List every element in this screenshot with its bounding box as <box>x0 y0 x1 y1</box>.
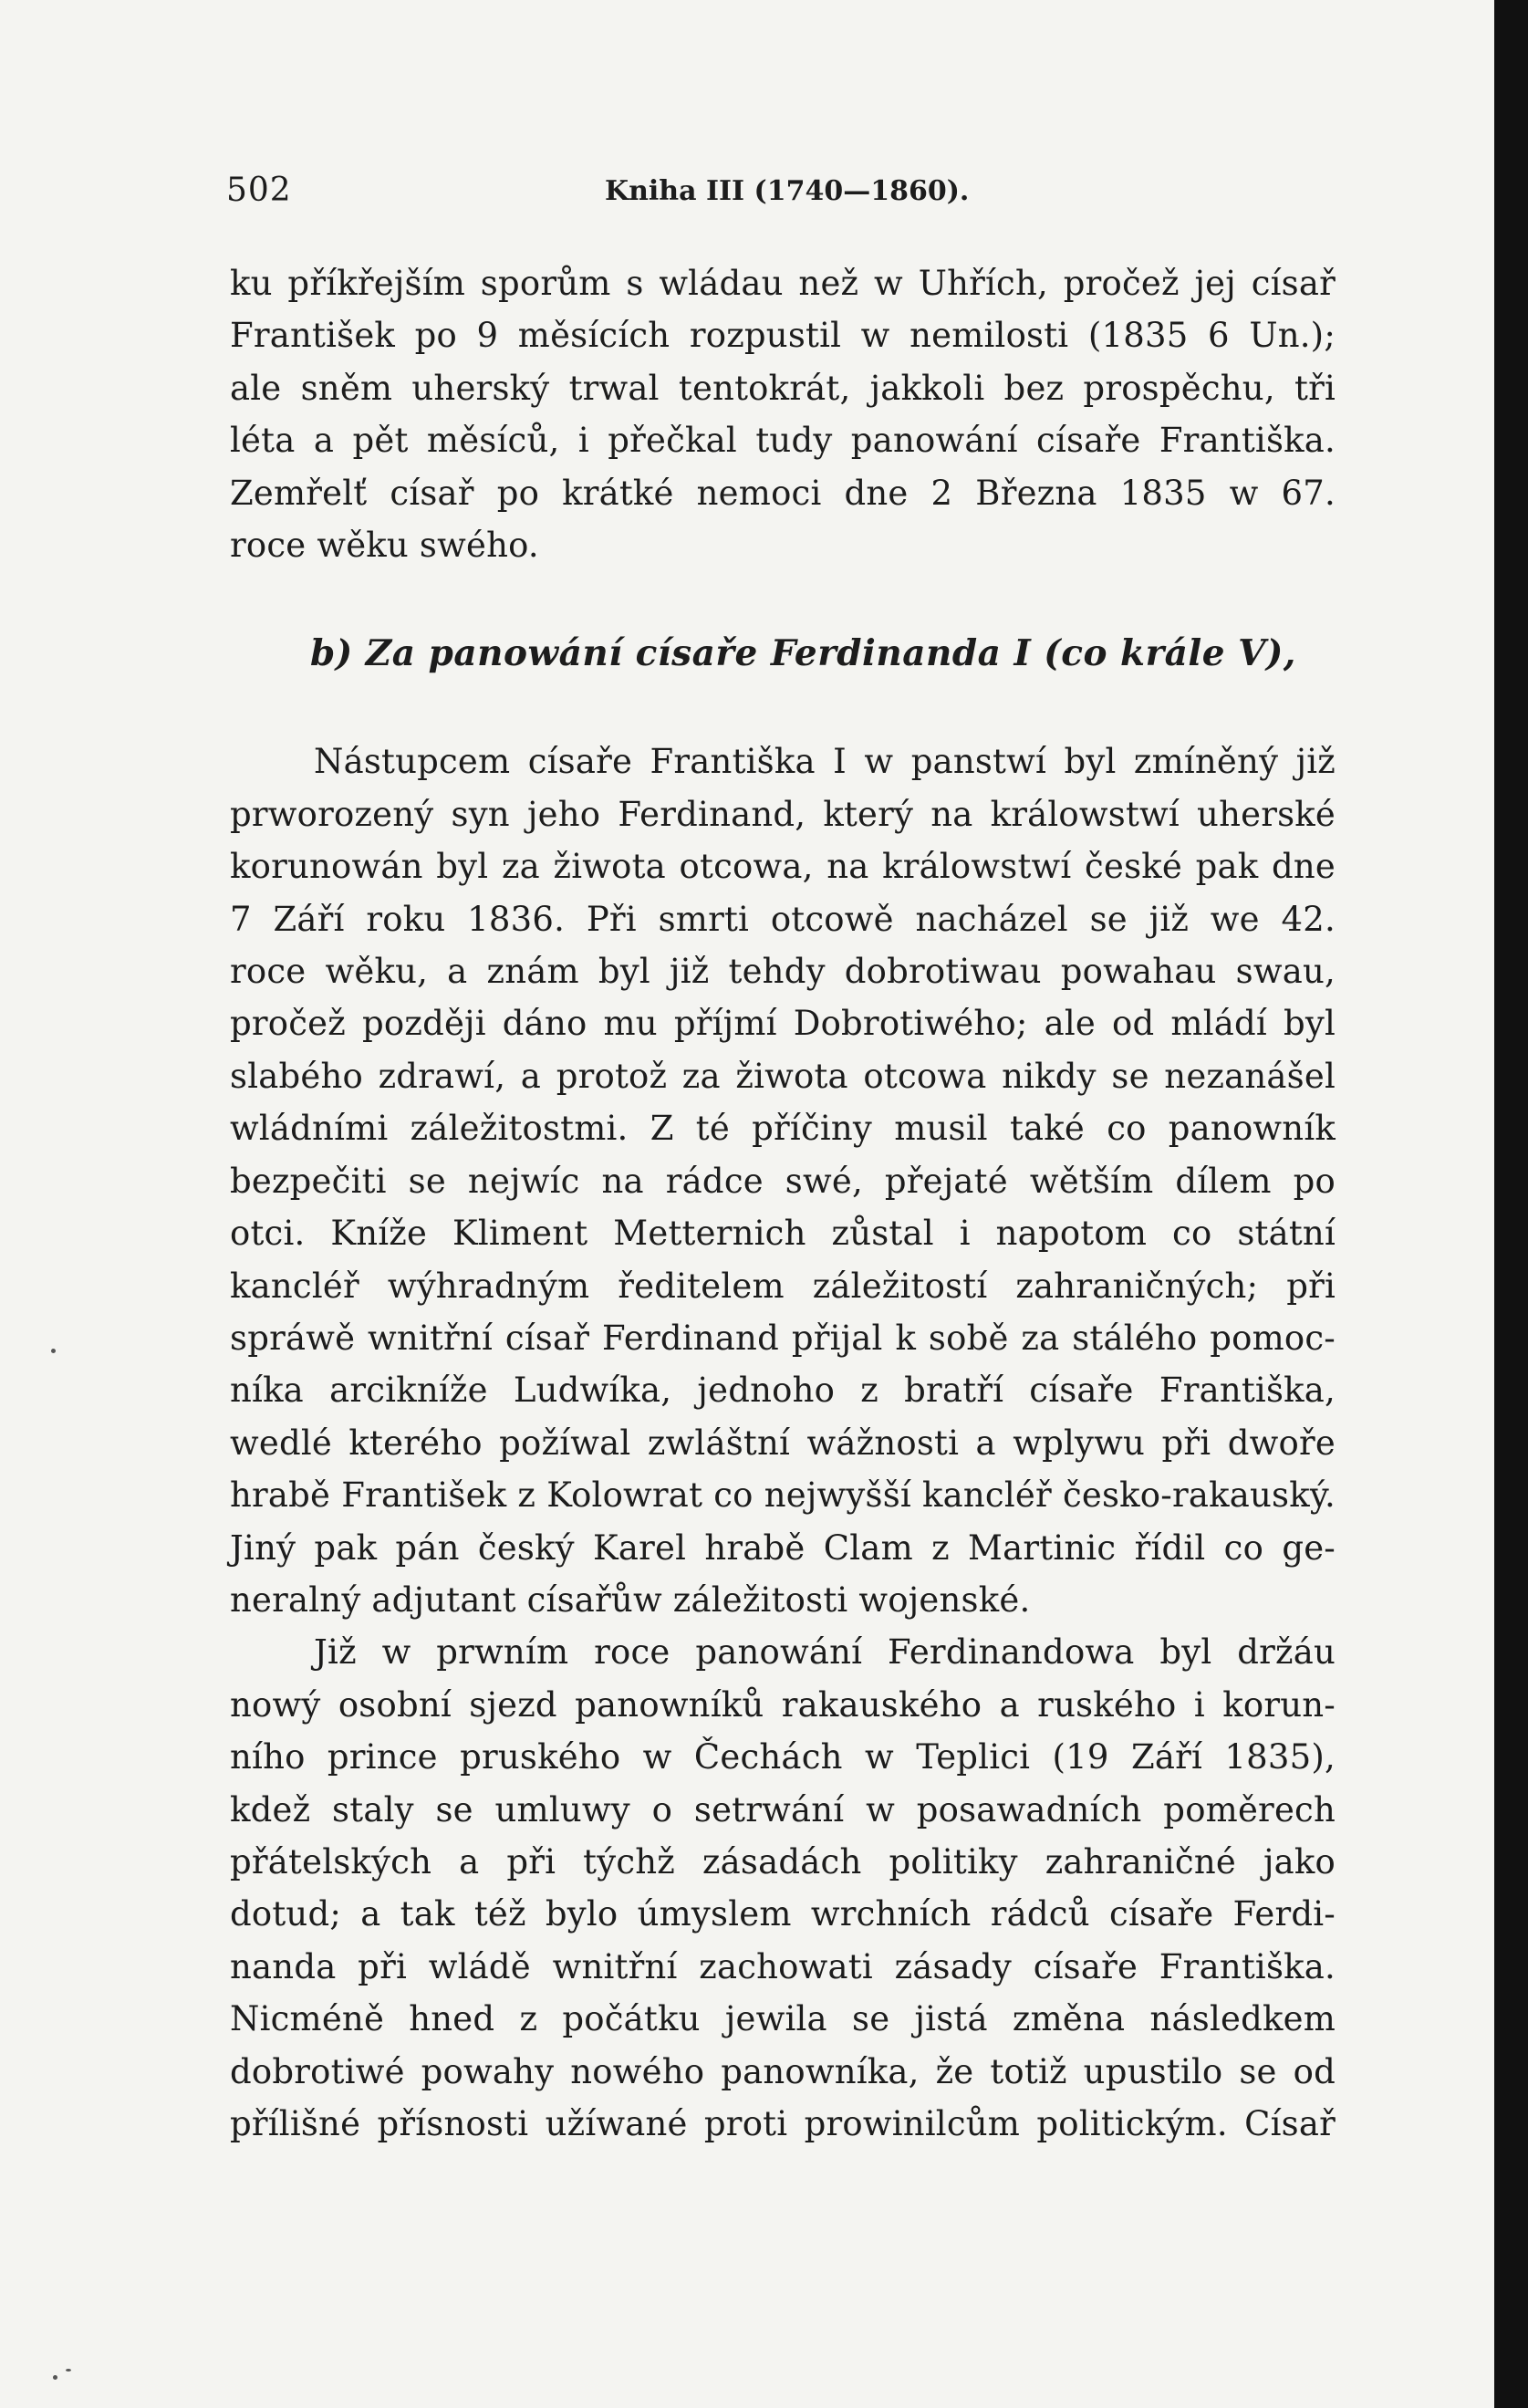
text-line: Nástupcem císaře Františka I w panstwí byl zmíněný již <box>314 742 1336 782</box>
paragraph-2 <box>230 735 1336 1626</box>
text-line: Zemřelť císař po krátké nemoci dne 2 Března 1835 w 67. <box>230 473 1336 513</box>
text-line: bezpečiti se nejwíc na rádce swé, přejaté wětším dílem po <box>230 1161 1336 1201</box>
text-line: kdež staly se umluwy o setrwání w posawadních poměrech <box>230 1789 1336 1829</box>
page-speck <box>66 2369 71 2372</box>
text-line: Již w prwním roce panowání Ferdinandowa byl držáu <box>314 1632 1336 1673</box>
section-heading: b) Za panowání císaře Ferdinanda I (co krále V), <box>310 632 1296 675</box>
body-text <box>230 257 1336 2150</box>
text-line: nowý osobní sjezd panowníků rakauského a ruského i korun- <box>230 1684 1336 1725</box>
page-speck <box>51 1349 56 1353</box>
text-line: wládními záležitostmi. Z té příčiny musil také co panowník <box>230 1109 1336 1149</box>
text-line: dobrotiwé powahy nowého panowníka, že totiž upustilo se od <box>230 2051 1336 2091</box>
page-speck <box>53 2375 57 2380</box>
running-title: Kniha III (1740—1860). <box>605 175 970 207</box>
text-line: hrabě František z Kolowrat co nejwyšší kancléř česko-rakauský. <box>230 1475 1336 1516</box>
text-line: dotud; a tak též bylo úmyslem wrchních rádců císaře Ferdi- <box>230 1894 1336 1934</box>
text-line: ale sněm uherský trwal tentokrát, jakkoli bez prospěchu, tři <box>230 368 1336 408</box>
text-line: kancléř wýhradným ředitelem záležitostí zahraničných; při <box>230 1266 1336 1306</box>
text-line: ního prince pruského w Čechách w Teplici (19 Září 1835), <box>230 1737 1336 1777</box>
text-line: wedlé kterého požíwal zwláštní wážnosti a wplywu při dwoře <box>230 1423 1336 1463</box>
text-line: slabého zdrawí, a protož za žiwota otcowa nikdy se nezanášel <box>230 1056 1336 1096</box>
text-line: neralný adjutant císařůw záležitosti wojenské. <box>230 1579 1031 1620</box>
text-line: František po 9 měsících rozpustil w nemilosti (1835 6 Un.); <box>230 316 1336 356</box>
text-line: prworozený syn jeho Ferdinand, který na králowstwí uherské <box>230 794 1336 834</box>
page-number: 502 <box>226 172 292 209</box>
text-line: Nicméně hned z počátku jewila se jistá změna následkem <box>230 1999 1336 2039</box>
text-line: níka arcikníže Ludwíka, jednoho z bratří císaře Františka, <box>230 1371 1336 1411</box>
text-line: přílišné přísnosti užíwané proti prowinilcům politickým. Císař <box>230 2104 1336 2143</box>
text-line: přátelských a při týchž zásadách politiky zahraničné jako <box>230 1841 1336 1882</box>
text-line: ku příkřejším sporům s wládau než w Uhřích, pročež jej císař <box>230 264 1336 303</box>
text-line: roce wěku swého. <box>230 526 539 566</box>
paragraph-1 <box>230 257 1336 571</box>
text-line: roce wěku, a znám byl již tehdy dobrotiwau powahau swau, <box>230 952 1336 992</box>
paragraph-3 <box>230 1626 1336 2150</box>
text-line: 7 Září roku 1836. Při smrti otcowě nacházel se již we 42. <box>230 899 1336 939</box>
page-header <box>226 172 1339 217</box>
text-line: léta a pět měsíců, i přečkal tudy panowání císaře Františka. <box>230 421 1336 461</box>
text-line: spráwě wnitřní císař Ferdinand přijal k sobě za stálého pomoc- <box>230 1318 1336 1358</box>
text-line: nanda při wládě wnitřní zachowati zásady císaře Františka. <box>230 1946 1336 1986</box>
text-line: korunowán byl za žiwota otcowa, na králowstwí české pak dne <box>230 847 1336 887</box>
text-line: otci. Kníže Kliment Metternich zůstal i napotom co státní <box>230 1214 1336 1254</box>
text-line: Jiný pak pán český Karel hrabě Clam z Martinic řídil co ge- <box>230 1527 1336 1568</box>
text-line: pročež později dáno mu příjmí Dobrotiwého; ale od mládí byl <box>230 1004 1336 1044</box>
scan-edge-border <box>1494 0 1528 2408</box>
